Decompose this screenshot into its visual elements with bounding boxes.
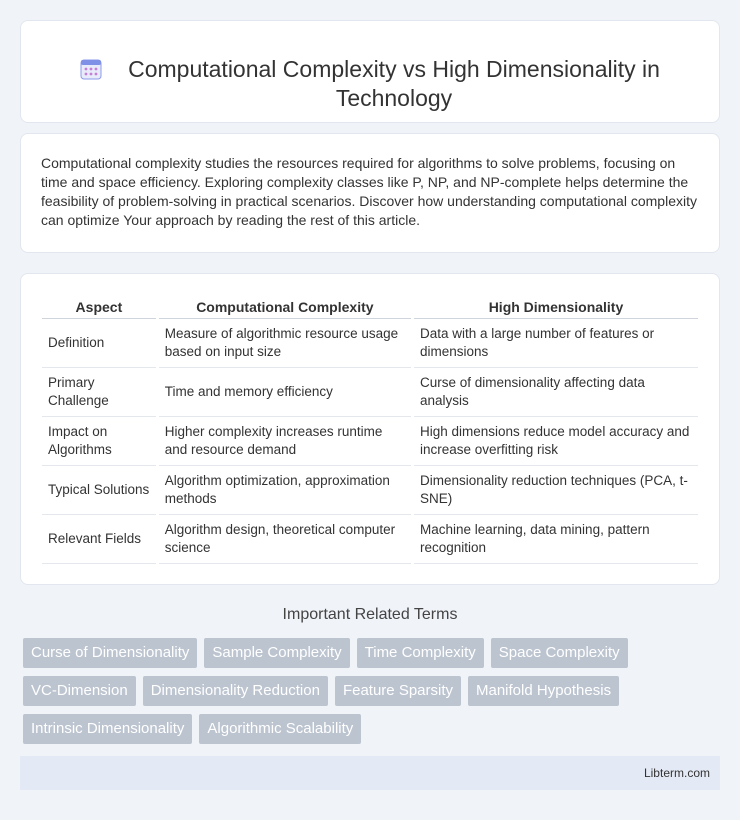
calendar-grid-icon xyxy=(80,58,102,80)
table-row xyxy=(42,417,698,466)
header-high-dimensionality: High Dimensionality xyxy=(414,296,698,319)
table-cell-aspect: Typical Solutions xyxy=(42,466,156,515)
tag-manifold-hypothesis[interactable]: Manifold Hypothesis xyxy=(468,676,619,706)
page-title-line1: Computational Complexity vs High Dimensionality in xyxy=(128,55,660,82)
table-cell-dimensionality: Dimensionality reduction techniques (PCA, t-SNE) xyxy=(414,466,698,515)
tag-time-complexity[interactable]: Time Complexity xyxy=(357,638,484,668)
related-terms-heading: Important Related Terms xyxy=(282,606,458,623)
comparison-table-card xyxy=(20,273,720,585)
tag-space-complexity[interactable]: Space Complexity xyxy=(491,638,628,668)
tag-curse-of-dimensionality[interactable]: Curse of Dimensionality xyxy=(23,638,197,668)
table-header-row xyxy=(42,296,698,319)
tag-vc-dimension[interactable]: VC-Dimension xyxy=(23,676,136,706)
footer xyxy=(20,756,720,790)
intro-card xyxy=(20,133,720,253)
table-cell-aspect: Definition xyxy=(42,319,156,368)
table-cell-complexity: Algorithm optimization, approximation methods xyxy=(159,466,411,515)
page-title-text xyxy=(128,55,660,113)
table-row xyxy=(42,368,698,417)
tag-intrinsic-dimensionality[interactable]: Intrinsic Dimensionality xyxy=(23,714,192,744)
table-cell-aspect: Relevant Fields xyxy=(42,515,156,564)
header-aspect: Aspect xyxy=(42,296,156,319)
table-cell-complexity: Measure of algorithmic resource usage based on input size xyxy=(159,319,411,368)
title-wrap xyxy=(50,31,690,113)
table-row xyxy=(42,319,698,368)
title-card xyxy=(20,20,720,123)
intro-paragraph: Computational complexity studies the resources required for algorithms to solve problems, focusing on time and space efficiency. Exploring complexity classes like P, NP, and NP-complete helps determine the feasibility of problem-solving in practical scenarios. Discover how understanding computational complexity can optimize Your approach by reading the rest of this article. xyxy=(41,155,697,228)
table-cell-dimensionality: High dimensions reduce model accuracy and increase overfitting risk xyxy=(414,417,698,466)
table-cell-aspect: Primary Challenge xyxy=(42,368,156,417)
table-cell-dimensionality: Data with a large number of features or dimensions xyxy=(414,319,698,368)
tag-algorithmic-scalability[interactable]: Algorithmic Scalability xyxy=(199,714,361,744)
table-cell-dimensionality: Machine learning, data mining, pattern recognition xyxy=(414,515,698,564)
tag-feature-sparsity[interactable]: Feature Sparsity xyxy=(335,676,461,706)
page-title-line2: Technology xyxy=(335,84,453,111)
table-cell-complexity: Algorithm design, theoretical computer science xyxy=(159,515,411,564)
table-cell-dimensionality: Curse of dimensionality affecting data analysis xyxy=(414,368,698,417)
table-row xyxy=(42,515,698,564)
table-cell-complexity: Time and memory efficiency xyxy=(159,368,411,417)
tag-sample-complexity[interactable]: Sample Complexity xyxy=(204,638,349,668)
page-title xyxy=(128,31,660,113)
footer-brand-link[interactable]: Libterm.com xyxy=(643,766,710,780)
header-computational-complexity: Computational Complexity xyxy=(159,296,411,319)
tag-dimensionality-reduction[interactable]: Dimensionality Reduction xyxy=(143,676,328,706)
related-terms-list xyxy=(23,638,723,744)
table-row xyxy=(42,466,698,515)
table-cell-complexity: Higher complexity increases runtime and resource demand xyxy=(159,417,411,466)
comparison-table xyxy=(39,296,701,564)
table-cell-aspect: Impact on Algorithms xyxy=(42,417,156,466)
